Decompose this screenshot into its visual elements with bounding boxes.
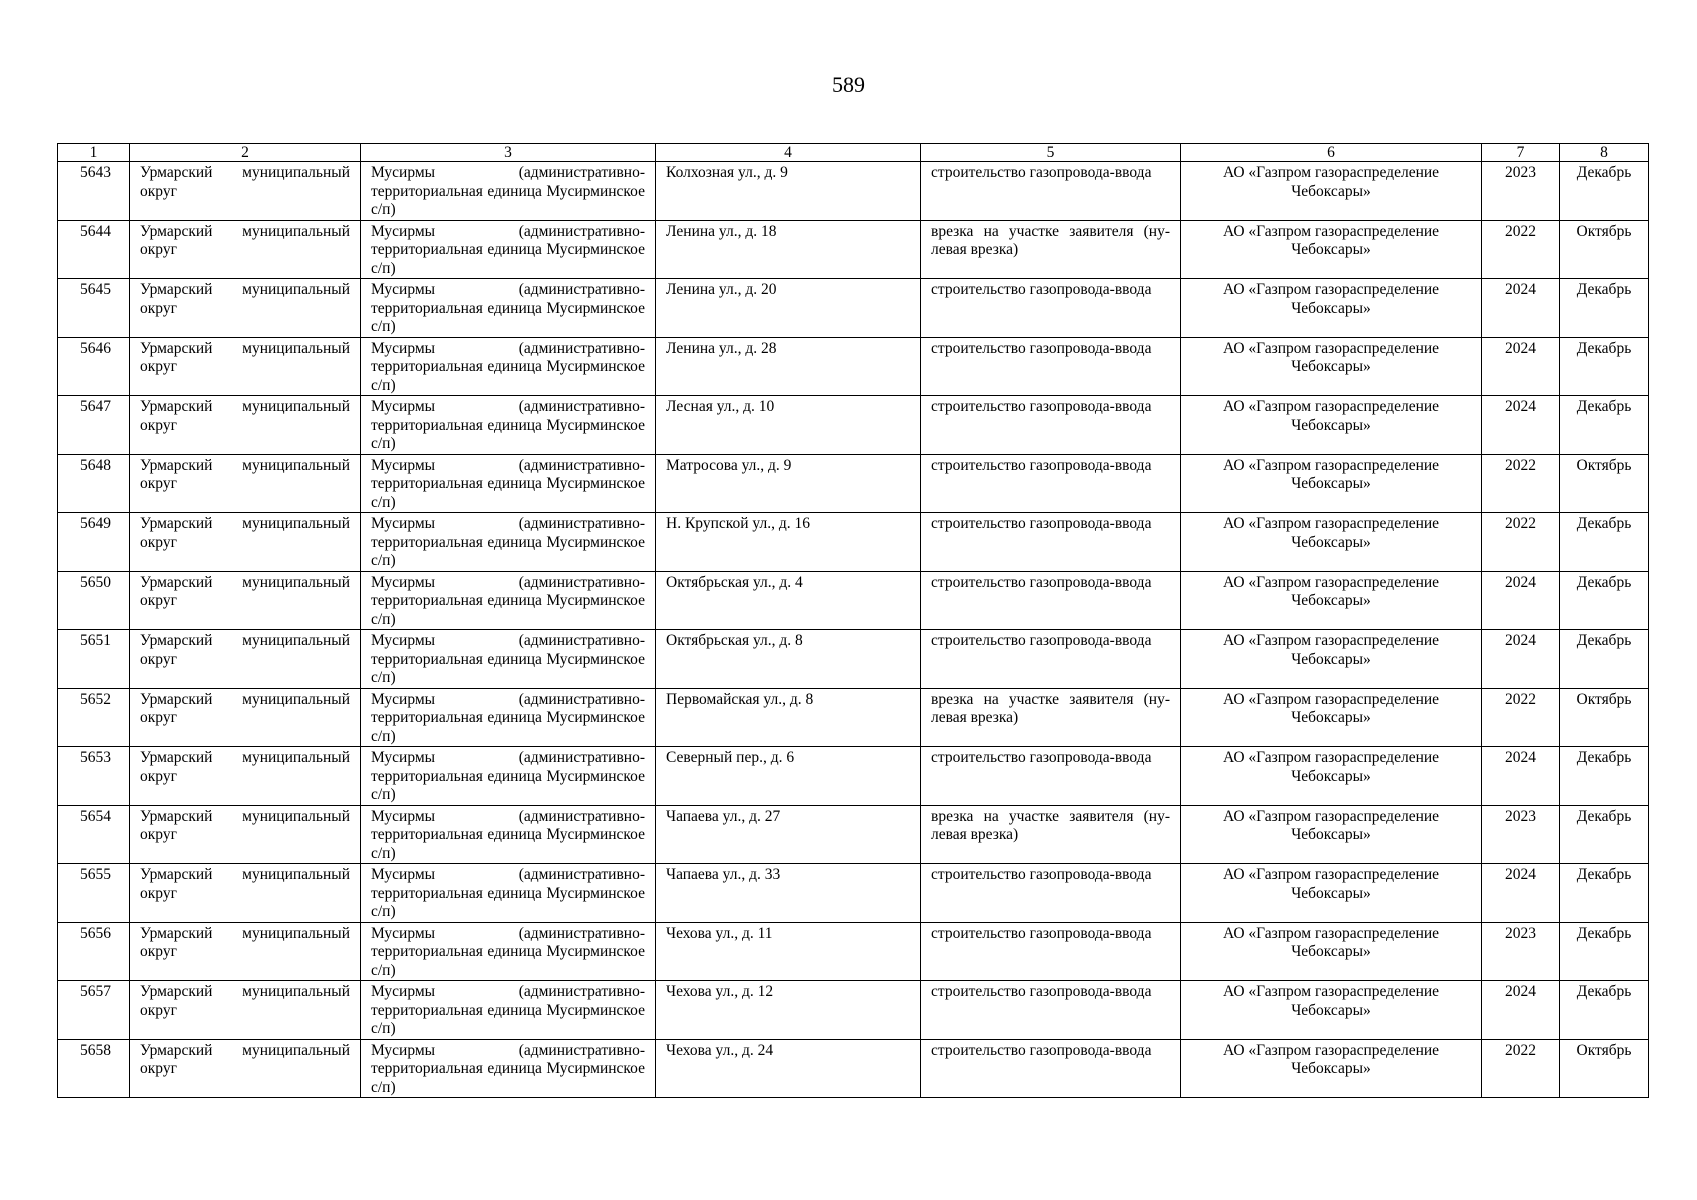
organization-cell: АО «Газпром газораспределение Чебоксары» — [1181, 396, 1482, 455]
month-cell: Декабрь — [1560, 513, 1649, 572]
organization-cell: АО «Газпром газораспределение Чебоксары» — [1181, 864, 1482, 923]
district-cell: Урмарский муниципальный округ — [130, 864, 361, 923]
address-cell: Чехова ул., д. 12 — [656, 981, 921, 1040]
locality-cell: Мусирмы (административно-территориальная единица Мусирминское с/п) — [361, 630, 656, 689]
row-number-cell: 5644 — [58, 220, 130, 279]
district-cell: Урмарский муниципальный округ — [130, 162, 361, 221]
table-row — [58, 981, 1649, 1040]
organization-cell: АО «Газпром газораспределение Чебоксары» — [1181, 630, 1482, 689]
column-header: 6 — [1181, 144, 1482, 162]
work-type-cell: строительство газопровода-ввода — [921, 922, 1181, 981]
address-cell: Ленина ул., д. 18 — [656, 220, 921, 279]
month-cell: Декабрь — [1560, 922, 1649, 981]
work-type-cell: строительство газопровода-ввода — [921, 513, 1181, 572]
address-cell: Чехова ул., д. 11 — [656, 922, 921, 981]
table-row — [58, 396, 1649, 455]
table-row — [58, 337, 1649, 396]
year-cell: 2024 — [1482, 747, 1560, 806]
work-type-cell: врезка на участке заявителя (нулевая врезка) — [921, 688, 1181, 747]
work-type-cell: врезка на участке заявителя (нулевая врезка) — [921, 220, 1181, 279]
work-type-cell: строительство газопровода-ввода — [921, 630, 1181, 689]
row-number-cell: 5649 — [58, 513, 130, 572]
address-cell: Лесная ул., д. 10 — [656, 396, 921, 455]
column-header: 5 — [921, 144, 1181, 162]
district-cell: Урмарский муниципальный округ — [130, 630, 361, 689]
address-cell: Северный пер., д. 6 — [656, 747, 921, 806]
table-row — [58, 922, 1649, 981]
month-cell: Октябрь — [1560, 454, 1649, 513]
work-type-cell: строительство газопровода-ввода — [921, 454, 1181, 513]
month-cell: Декабрь — [1560, 630, 1649, 689]
work-type-cell: строительство газопровода-ввода — [921, 864, 1181, 923]
year-cell: 2022 — [1482, 220, 1560, 279]
locality-cell: Мусирмы (административно-территориальная единица Мусирминское с/п) — [361, 337, 656, 396]
address-cell: Чапаева ул., д. 33 — [656, 864, 921, 923]
district-cell: Урмарский муниципальный округ — [130, 279, 361, 338]
column-header: 2 — [130, 144, 361, 162]
work-type-cell: строительство газопровода-ввода — [921, 337, 1181, 396]
address-cell: Первомайская ул., д. 8 — [656, 688, 921, 747]
page-number: 589 — [832, 72, 865, 97]
organization-cell: АО «Газпром газораспределение Чебоксары» — [1181, 571, 1482, 630]
district-cell: Урмарский муниципальный округ — [130, 220, 361, 279]
year-cell: 2024 — [1482, 864, 1560, 923]
locality-cell: Мусирмы (административно-территориальная единица Мусирминское с/п) — [361, 805, 656, 864]
year-cell: 2023 — [1482, 162, 1560, 221]
row-number-cell: 5656 — [58, 922, 130, 981]
year-cell: 2022 — [1482, 688, 1560, 747]
district-cell: Урмарский муниципальный округ — [130, 981, 361, 1040]
month-cell: Декабрь — [1560, 981, 1649, 1040]
organization-cell: АО «Газпром газораспределение Чебоксары» — [1181, 279, 1482, 338]
year-cell: 2024 — [1482, 396, 1560, 455]
month-cell: Декабрь — [1560, 571, 1649, 630]
table-row — [58, 162, 1649, 221]
district-cell: Урмарский муниципальный округ — [130, 513, 361, 572]
address-cell: Ленина ул., д. 20 — [656, 279, 921, 338]
work-type-cell: строительство газопровода-ввода — [921, 396, 1181, 455]
column-header: 7 — [1482, 144, 1560, 162]
district-cell: Урмарский муниципальный округ — [130, 922, 361, 981]
locality-cell: Мусирмы (административно-территориальная единица Мусирминское с/п) — [361, 279, 656, 338]
column-header: 3 — [361, 144, 656, 162]
month-cell: Декабрь — [1560, 396, 1649, 455]
organization-cell: АО «Газпром газораспределение Чебоксары» — [1181, 922, 1482, 981]
month-cell: Октябрь — [1560, 1039, 1649, 1098]
row-number-cell: 5658 — [58, 1039, 130, 1098]
district-cell: Урмарский муниципальный округ — [130, 571, 361, 630]
table-row — [58, 220, 1649, 279]
locality-cell: Мусирмы (административно-территориальная единица Мусирминское с/п) — [361, 688, 656, 747]
year-cell: 2022 — [1482, 1039, 1560, 1098]
district-cell: Урмарский муниципальный округ — [130, 688, 361, 747]
row-number-cell: 5643 — [58, 162, 130, 221]
table-row — [58, 454, 1649, 513]
organization-cell: АО «Газпром газораспределение Чебоксары» — [1181, 162, 1482, 221]
month-cell: Декабрь — [1560, 805, 1649, 864]
table-row — [58, 805, 1649, 864]
work-type-cell: строительство газопровода-ввода — [921, 1039, 1181, 1098]
year-cell: 2023 — [1482, 922, 1560, 981]
locality-cell: Мусирмы (административно-территориальная единица Мусирминское с/п) — [361, 396, 656, 455]
work-type-cell: строительство газопровода-ввода — [921, 981, 1181, 1040]
month-cell: Октябрь — [1560, 220, 1649, 279]
work-type-cell: строительство газопровода-ввода — [921, 571, 1181, 630]
address-cell: Ленина ул., д. 28 — [656, 337, 921, 396]
month-cell: Декабрь — [1560, 337, 1649, 396]
row-number-cell: 5652 — [58, 688, 130, 747]
organization-cell: АО «Газпром газораспределение Чебоксары» — [1181, 688, 1482, 747]
month-cell: Декабрь — [1560, 864, 1649, 923]
organization-cell: АО «Газпром газораспределение Чебоксары» — [1181, 454, 1482, 513]
work-type-cell: строительство газопровода-ввода — [921, 162, 1181, 221]
year-cell: 2024 — [1482, 630, 1560, 689]
table-row — [58, 747, 1649, 806]
district-cell: Урмарский муниципальный округ — [130, 454, 361, 513]
organization-cell: АО «Газпром газораспределение Чебоксары» — [1181, 220, 1482, 279]
district-cell: Урмарский муниципальный округ — [130, 396, 361, 455]
organization-cell: АО «Газпром газораспределение Чебоксары» — [1181, 513, 1482, 572]
row-number-cell: 5651 — [58, 630, 130, 689]
work-type-cell: строительство газопровода-ввода — [921, 279, 1181, 338]
locality-cell: Мусирмы (административно-территориальная единица Мусирминское с/п) — [361, 162, 656, 221]
district-cell: Урмарский муниципальный округ — [130, 747, 361, 806]
district-cell: Урмарский муниципальный округ — [130, 337, 361, 396]
address-cell: Н. Крупской ул., д. 16 — [656, 513, 921, 572]
organization-cell: АО «Газпром газораспределение Чебоксары» — [1181, 1039, 1482, 1098]
locality-cell: Мусирмы (административно-территориальная единица Мусирминское с/п) — [361, 571, 656, 630]
year-cell: 2022 — [1482, 513, 1560, 572]
month-cell: Декабрь — [1560, 162, 1649, 221]
column-header: 8 — [1560, 144, 1649, 162]
row-number-cell: 5654 — [58, 805, 130, 864]
registry-table — [57, 143, 1649, 1098]
table-row — [58, 688, 1649, 747]
table-row — [58, 1039, 1649, 1098]
row-number-cell: 5650 — [58, 571, 130, 630]
row-number-cell: 5646 — [58, 337, 130, 396]
row-number-cell: 5648 — [58, 454, 130, 513]
organization-cell: АО «Газпром газораспределение Чебоксары» — [1181, 337, 1482, 396]
year-cell: 2024 — [1482, 571, 1560, 630]
locality-cell: Мусирмы (административно-территориальная единица Мусирминское с/п) — [361, 454, 656, 513]
table-row — [58, 513, 1649, 572]
column-header: 1 — [58, 144, 130, 162]
organization-cell: АО «Газпром газораспределение Чебоксары» — [1181, 805, 1482, 864]
locality-cell: Мусирмы (административно-территориальная единица Мусирминское с/п) — [361, 747, 656, 806]
table-row — [58, 279, 1649, 338]
year-cell: 2024 — [1482, 279, 1560, 338]
row-number-cell: 5655 — [58, 864, 130, 923]
row-number-cell: 5647 — [58, 396, 130, 455]
address-cell: Чапаева ул., д. 27 — [656, 805, 921, 864]
organization-cell: АО «Газпром газораспределение Чебоксары» — [1181, 747, 1482, 806]
locality-cell: Мусирмы (административно-территориальная единица Мусирминское с/п) — [361, 513, 656, 572]
address-cell: Октябрьская ул., д. 8 — [656, 630, 921, 689]
month-cell: Декабрь — [1560, 747, 1649, 806]
locality-cell: Мусирмы (административно-территориальная единица Мусирминское с/п) — [361, 864, 656, 923]
locality-cell: Мусирмы (административно-территориальная единица Мусирминское с/п) — [361, 220, 656, 279]
locality-cell: Мусирмы (административно-территориальная единица Мусирминское с/п) — [361, 922, 656, 981]
year-cell: 2023 — [1482, 805, 1560, 864]
table-row — [58, 571, 1649, 630]
year-cell: 2022 — [1482, 454, 1560, 513]
address-cell: Чехова ул., д. 24 — [656, 1039, 921, 1098]
address-cell: Октябрьская ул., д. 4 — [656, 571, 921, 630]
year-cell: 2024 — [1482, 337, 1560, 396]
district-cell: Урмарский муниципальный округ — [130, 1039, 361, 1098]
month-cell: Декабрь — [1560, 279, 1649, 338]
column-header: 4 — [656, 144, 921, 162]
row-number-cell: 5645 — [58, 279, 130, 338]
address-cell: Колхозная ул., д. 9 — [656, 162, 921, 221]
organization-cell: АО «Газпром газораспределение Чебоксары» — [1181, 981, 1482, 1040]
locality-cell: Мусирмы (административно-территориальная единица Мусирминское с/п) — [361, 981, 656, 1040]
table-row — [58, 630, 1649, 689]
year-cell: 2024 — [1482, 981, 1560, 1040]
locality-cell: Мусирмы (административно-территориальная единица Мусирминское с/п) — [361, 1039, 656, 1098]
work-type-cell: строительство газопровода-ввода — [921, 747, 1181, 806]
table-header-row — [58, 144, 1649, 162]
district-cell: Урмарский муниципальный округ — [130, 805, 361, 864]
table-row — [58, 864, 1649, 923]
row-number-cell: 5653 — [58, 747, 130, 806]
month-cell: Октябрь — [1560, 688, 1649, 747]
row-number-cell: 5657 — [58, 981, 130, 1040]
work-type-cell: врезка на участке заявителя (нулевая врезка) — [921, 805, 1181, 864]
address-cell: Матросова ул., д. 9 — [656, 454, 921, 513]
